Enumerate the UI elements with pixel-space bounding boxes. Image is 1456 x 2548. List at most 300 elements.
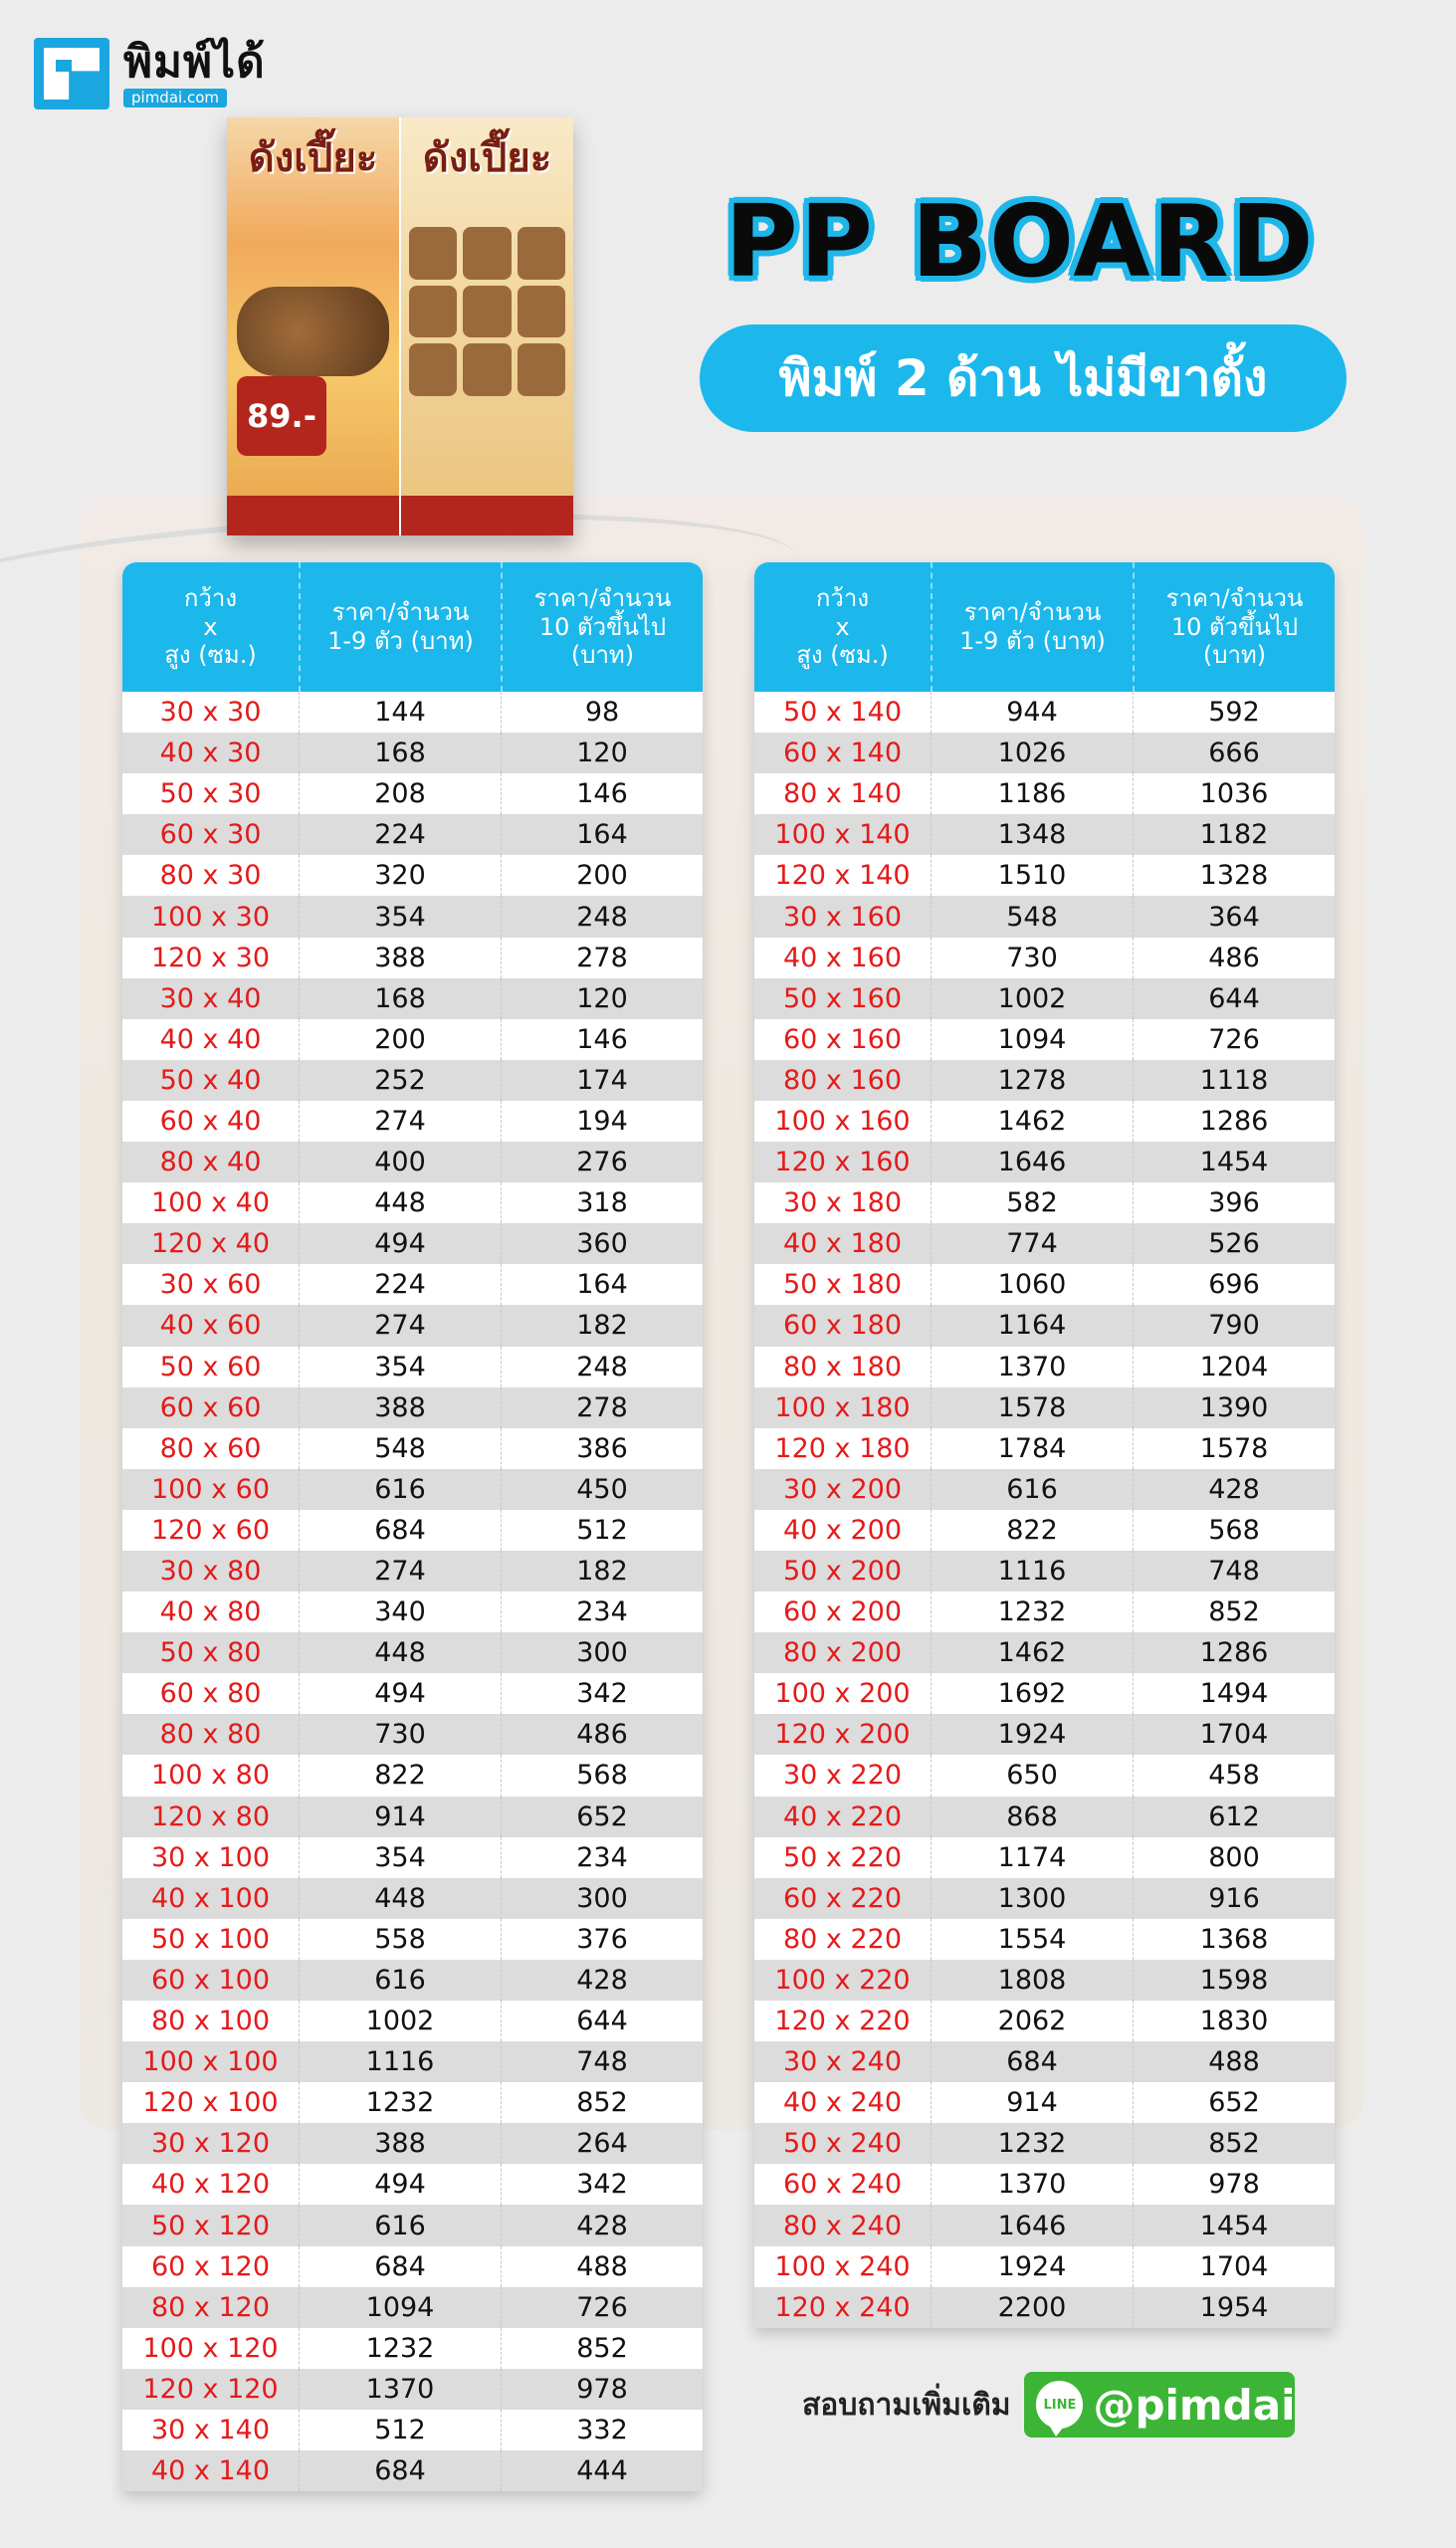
size-cell: 30 x 140 [150, 2414, 271, 2445]
price-10-cell: 1954 [1133, 2287, 1335, 2328]
price-1-9-cell: 730 [299, 1714, 501, 1755]
price-10-cell: 852 [1133, 1592, 1335, 1632]
price-1-9-cell: 1370 [931, 1347, 1133, 1387]
price-1-9-cell: 168 [299, 733, 501, 773]
size-cell: 100 x 40 [150, 1187, 271, 1219]
price-10-cell: 428 [501, 2205, 703, 2245]
poster-right [399, 117, 573, 535]
size-cell: 30 x 60 [159, 1269, 262, 1301]
table-row [122, 692, 703, 733]
price-table-right [754, 562, 1335, 2328]
size-cell: 60 x 40 [159, 1105, 262, 1137]
table-row [122, 1428, 703, 1469]
size-cell: 80 x 240 [782, 2210, 903, 2241]
size-cell: 30 x 30 [159, 697, 262, 729]
size-cell: 120 x 220 [774, 2006, 911, 2037]
price-10-cell: 1286 [1133, 1101, 1335, 1142]
table-row [122, 855, 703, 896]
table-row [754, 1714, 1335, 1755]
size-cell: 30 x 100 [150, 1841, 271, 1873]
size-cell: 30 x 220 [782, 1760, 903, 1792]
size-cell: 100 x 120 [142, 2332, 279, 2364]
table-row [122, 938, 703, 978]
price-10-cell: 146 [501, 773, 703, 814]
price-1-9-cell: 822 [931, 1510, 1133, 1551]
price-1-9-cell: 774 [931, 1223, 1133, 1264]
size-cell: 40 x 200 [782, 1514, 903, 1546]
price-1-9-cell: 1094 [931, 1019, 1133, 1060]
size-cell: 100 x 60 [150, 1473, 271, 1505]
table-row [122, 2246, 703, 2287]
price-10-cell: 748 [1133, 1551, 1335, 1592]
price-1-9-cell: 354 [299, 1347, 501, 1387]
price-10-cell: 200 [501, 855, 703, 896]
poster-price-badge: 89.- [237, 376, 326, 456]
brand-url: pimdai.com [123, 89, 227, 107]
table-row [122, 2205, 703, 2245]
price-1-9-cell: 914 [931, 2082, 1133, 2123]
price-1-9-cell: 224 [299, 814, 501, 855]
table-row [754, 773, 1335, 814]
brand-logo[interactable] [34, 38, 266, 109]
price-10-cell: 800 [1133, 1837, 1335, 1878]
table-row [122, 2041, 703, 2082]
size-cell: 100 x 220 [774, 1964, 911, 1996]
size-cell: 60 x 220 [782, 1882, 903, 1914]
table-row [754, 2205, 1335, 2245]
table-row [122, 1592, 703, 1632]
poster-left [227, 117, 399, 535]
poster-band [401, 496, 573, 535]
price-10-cell: 174 [501, 1060, 703, 1101]
price-1-9-cell: 548 [931, 896, 1133, 937]
price-10-cell: 396 [1133, 1182, 1335, 1223]
price-table-left [122, 562, 703, 2491]
size-cell: 30 x 80 [159, 1556, 262, 1588]
price-1-9-cell: 1186 [931, 773, 1133, 814]
price-1-9-cell: 616 [299, 2205, 501, 2245]
price-1-9-cell: 684 [299, 2246, 501, 2287]
price-1-9-cell: 168 [299, 978, 501, 1019]
price-1-9-cell: 400 [299, 1142, 501, 1182]
size-cell: 50 x 80 [159, 1637, 262, 1669]
table-row [122, 1960, 703, 2001]
price-1-9-cell: 1554 [931, 1919, 1133, 1960]
size-cell: 40 x 30 [159, 738, 262, 769]
price-10-cell: 644 [1133, 978, 1335, 1019]
price-1-9-cell: 274 [299, 1551, 501, 1592]
table-row [754, 2001, 1335, 2041]
price-10-cell: 450 [501, 1469, 703, 1510]
table-row [754, 1632, 1335, 1673]
price-1-9-cell: 1808 [931, 1960, 1133, 2001]
header-price-10: ราคา/จำนวน 10 ตัวขึ้นไป (บาท) [1133, 562, 1335, 692]
size-cell: 50 x 100 [150, 1923, 271, 1955]
table-body [122, 692, 703, 2491]
line-contact-button[interactable] [1024, 2372, 1295, 2438]
price-1-9-cell: 1174 [931, 1837, 1133, 1878]
price-10-cell: 318 [501, 1182, 703, 1223]
price-10-cell: 852 [501, 2328, 703, 2369]
size-cell: 80 x 140 [782, 778, 903, 810]
price-1-9-cell: 868 [931, 1797, 1133, 1837]
price-10-cell: 164 [501, 1264, 703, 1305]
price-10-cell: 300 [501, 1878, 703, 1919]
size-cell: 50 x 220 [782, 1841, 903, 1873]
contact-section [802, 2372, 1295, 2438]
price-1-9-cell: 1692 [931, 1673, 1133, 1714]
price-10-cell: 526 [1133, 1223, 1335, 1264]
size-cell: 50 x 180 [782, 1269, 903, 1301]
price-1-9-cell: 274 [299, 1101, 501, 1142]
table-row [754, 692, 1335, 733]
table-row [122, 1223, 703, 1264]
price-1-9-cell: 252 [299, 1060, 501, 1101]
price-1-9-cell: 2200 [931, 2287, 1133, 2328]
price-1-9-cell: 144 [299, 692, 501, 733]
table-row [754, 1223, 1335, 1264]
size-cell: 120 x 40 [150, 1228, 271, 1260]
price-10-cell: 1830 [1133, 2001, 1335, 2041]
table-row [754, 1919, 1335, 1960]
size-cell: 60 x 30 [159, 819, 262, 851]
table-row [754, 1673, 1335, 1714]
price-1-9-cell: 494 [299, 2164, 501, 2205]
price-1-9-cell: 1116 [931, 1551, 1133, 1592]
table-row [754, 2041, 1335, 2082]
size-cell: 50 x 200 [782, 1556, 903, 1588]
contact-label: สอบถามเพิ่มเติม [802, 2387, 1011, 2423]
price-10-cell: 428 [1133, 1469, 1335, 1510]
price-10-cell: 458 [1133, 1755, 1335, 1796]
price-10-cell: 1368 [1133, 1919, 1335, 1960]
size-cell: 100 x 80 [150, 1760, 271, 1792]
price-10-cell: 376 [501, 1919, 703, 1960]
price-10-cell: 146 [501, 1019, 703, 1060]
table-row [754, 1551, 1335, 1592]
price-1-9-cell: 2062 [931, 2001, 1133, 2041]
size-cell: 40 x 140 [150, 2455, 271, 2487]
table-row [122, 1551, 703, 1592]
price-10-cell: 120 [501, 978, 703, 1019]
price-1-9-cell: 448 [299, 1182, 501, 1223]
price-10-cell: 386 [501, 1428, 703, 1469]
size-cell: 60 x 80 [159, 1678, 262, 1710]
brand-name: พิมพ์ได้ [123, 36, 266, 88]
table-row [754, 855, 1335, 896]
price-10-cell: 364 [1133, 896, 1335, 937]
size-cell: 120 x 240 [774, 2291, 911, 2323]
table-row [754, 1797, 1335, 1837]
price-1-9-cell: 1232 [299, 2082, 501, 2123]
size-cell: 100 x 100 [142, 2046, 279, 2078]
table-row [122, 1673, 703, 1714]
price-1-9-cell: 1116 [299, 2041, 501, 2082]
table-row [122, 896, 703, 937]
size-cell: 80 x 60 [159, 1432, 262, 1464]
price-10-cell: 1328 [1133, 855, 1335, 896]
line-handle: @pimdai [1093, 2380, 1296, 2430]
price-10-cell: 488 [501, 2246, 703, 2287]
size-cell: 30 x 180 [782, 1187, 903, 1219]
poster-right-title: ดังเปี๊ยะ [422, 135, 552, 181]
price-10-cell: 488 [1133, 2041, 1335, 2082]
price-1-9-cell: 274 [299, 1305, 501, 1346]
table-row [122, 2287, 703, 2328]
size-cell: 40 x 160 [782, 942, 903, 973]
price-1-9-cell: 1348 [931, 814, 1133, 855]
table-row [754, 2082, 1335, 2123]
price-1-9-cell: 1002 [299, 2001, 501, 2041]
table-row [754, 1510, 1335, 1551]
header-price-10: ราคา/จำนวน 10 ตัวขึ้นไป (บาท) [501, 562, 703, 692]
price-1-9-cell: 1094 [299, 2287, 501, 2328]
table-row [754, 2287, 1335, 2328]
poster-mockup-image [227, 117, 573, 535]
table-row [754, 1960, 1335, 2001]
table-row [122, 1878, 703, 1919]
table-row [122, 2082, 703, 2123]
table-row [122, 1755, 703, 1796]
table-row [122, 1101, 703, 1142]
table-row [122, 978, 703, 1019]
price-10-cell: 278 [501, 1387, 703, 1428]
table-row [122, 1469, 703, 1510]
price-10-cell: 790 [1133, 1305, 1335, 1346]
size-cell: 120 x 140 [774, 860, 911, 892]
price-10-cell: 666 [1133, 733, 1335, 773]
table-row [754, 1142, 1335, 1182]
price-1-9-cell: 1300 [931, 1878, 1133, 1919]
size-cell: 100 x 200 [774, 1678, 911, 1710]
size-cell: 100 x 30 [150, 901, 271, 933]
table-row [122, 1797, 703, 1837]
table-row [754, 938, 1335, 978]
table-row [754, 1878, 1335, 1919]
price-1-9-cell: 684 [931, 2041, 1133, 2082]
price-1-9-cell: 582 [931, 1182, 1133, 1223]
size-cell: 60 x 120 [150, 2250, 271, 2282]
price-10-cell: 592 [1133, 692, 1335, 733]
size-cell: 30 x 240 [782, 2046, 903, 2078]
size-cell: 80 x 160 [782, 1064, 903, 1096]
price-10-cell: 1704 [1133, 1714, 1335, 1755]
price-10-cell: 264 [501, 2123, 703, 2164]
price-10-cell: 568 [1133, 1510, 1335, 1551]
size-cell: 80 x 180 [782, 1351, 903, 1382]
price-10-cell: 234 [501, 1592, 703, 1632]
price-1-9-cell: 616 [299, 1469, 501, 1510]
table-row [754, 1182, 1335, 1223]
table-row [122, 1632, 703, 1673]
size-cell: 30 x 160 [782, 901, 903, 933]
poster-menu-grid [409, 227, 565, 396]
page-subtitle: พิมพ์ 2 ด้าน ไม่มีขาตั้ง [700, 324, 1347, 432]
size-cell: 120 x 160 [774, 1147, 911, 1178]
price-10-cell: 1182 [1133, 814, 1335, 855]
price-10-cell: 120 [501, 733, 703, 773]
price-1-9-cell: 1646 [931, 2205, 1133, 2245]
price-10-cell: 1454 [1133, 1142, 1335, 1182]
size-cell: 60 x 140 [782, 738, 903, 769]
size-cell: 120 x 120 [142, 2373, 279, 2405]
price-10-cell: 182 [501, 1551, 703, 1592]
price-1-9-cell: 1164 [931, 1305, 1133, 1346]
table-header [122, 562, 703, 692]
line-icon: LINE [1036, 2381, 1083, 2429]
price-10-cell: 1204 [1133, 1347, 1335, 1387]
table-row [754, 733, 1335, 773]
price-1-9-cell: 1784 [931, 1428, 1133, 1469]
header-size: กว้าง x สูง (ซม.) [796, 583, 889, 670]
table-row [122, 1714, 703, 1755]
header-price-1-9: ราคา/จำนวน 1-9 ตัว (บาท) [299, 562, 501, 692]
price-10-cell: 644 [501, 2001, 703, 2041]
price-10-cell: 748 [501, 2041, 703, 2082]
table-row [122, 1305, 703, 1346]
table-row [122, 1060, 703, 1101]
price-10-cell: 360 [501, 1223, 703, 1264]
price-1-9-cell: 1060 [931, 1264, 1133, 1305]
table-row [122, 2001, 703, 2041]
price-10-cell: 194 [501, 1101, 703, 1142]
table-row [122, 1347, 703, 1387]
size-cell: 80 x 120 [150, 2291, 271, 2323]
price-1-9-cell: 684 [299, 1510, 501, 1551]
price-10-cell: 300 [501, 1632, 703, 1673]
price-10-cell: 1578 [1133, 1428, 1335, 1469]
table-row [122, 1510, 703, 1551]
table-row [754, 1592, 1335, 1632]
price-10-cell: 428 [501, 1960, 703, 2001]
price-10-cell: 726 [1133, 1019, 1335, 1060]
table-row [122, 2328, 703, 2369]
size-cell: 60 x 60 [159, 1391, 262, 1423]
price-1-9-cell: 1462 [931, 1101, 1133, 1142]
price-1-9-cell: 448 [299, 1878, 501, 1919]
price-1-9-cell: 730 [931, 938, 1133, 978]
price-1-9-cell: 944 [931, 692, 1133, 733]
price-10-cell: 652 [501, 1797, 703, 1837]
price-10-cell: 182 [501, 1305, 703, 1346]
price-1-9-cell: 914 [299, 1797, 501, 1837]
price-1-9-cell: 1510 [931, 855, 1133, 896]
size-cell: 40 x 220 [782, 1801, 903, 1832]
price-1-9-cell: 388 [299, 1387, 501, 1428]
table-row [754, 1060, 1335, 1101]
header-size: กว้าง x สูง (ซม.) [164, 583, 257, 670]
table-row [754, 1469, 1335, 1510]
price-1-9-cell: 616 [931, 1469, 1133, 1510]
price-10-cell: 248 [501, 1347, 703, 1387]
table-row [754, 1347, 1335, 1387]
price-1-9-cell: 388 [299, 938, 501, 978]
size-cell: 40 x 40 [159, 1023, 262, 1055]
price-1-9-cell: 200 [299, 1019, 501, 1060]
price-10-cell: 852 [501, 2082, 703, 2123]
size-cell: 80 x 100 [150, 2006, 271, 2037]
size-cell: 60 x 160 [782, 1023, 903, 1055]
table-row [754, 1837, 1335, 1878]
price-10-cell: 568 [501, 1755, 703, 1796]
price-1-9-cell: 1924 [931, 2246, 1133, 2287]
size-cell: 80 x 80 [159, 1719, 262, 1751]
size-cell: 120 x 30 [150, 942, 271, 973]
table-row [754, 814, 1335, 855]
table-row [122, 2123, 703, 2164]
size-cell: 100 x 140 [774, 819, 911, 851]
price-10-cell: 1704 [1133, 2246, 1335, 2287]
size-cell: 50 x 160 [782, 982, 903, 1014]
size-cell: 30 x 200 [782, 1473, 903, 1505]
size-cell: 50 x 120 [150, 2210, 271, 2241]
price-1-9-cell: 684 [299, 2450, 501, 2491]
price-10-cell: 652 [1133, 2082, 1335, 2123]
table-row [754, 896, 1335, 937]
table-row [754, 978, 1335, 1019]
size-cell: 100 x 180 [774, 1391, 911, 1423]
size-cell: 60 x 240 [782, 2169, 903, 2201]
size-cell: 40 x 100 [150, 1882, 271, 1914]
price-10-cell: 1036 [1133, 773, 1335, 814]
size-cell: 50 x 240 [782, 2128, 903, 2160]
table-header [754, 562, 1335, 692]
table-row [122, 2450, 703, 2491]
price-1-9-cell: 512 [299, 2410, 501, 2450]
price-1-9-cell: 224 [299, 1264, 501, 1305]
size-cell: 120 x 200 [774, 1719, 911, 1751]
price-10-cell: 916 [1133, 1878, 1335, 1919]
price-1-9-cell: 494 [299, 1223, 501, 1264]
price-1-9-cell: 354 [299, 1837, 501, 1878]
price-1-9-cell: 1370 [931, 2164, 1133, 2205]
price-10-cell: 234 [501, 1837, 703, 1878]
table-row [754, 1101, 1335, 1142]
size-cell: 100 x 240 [774, 2250, 911, 2282]
table-row [754, 1264, 1335, 1305]
price-1-9-cell: 1578 [931, 1387, 1133, 1428]
table-row [754, 2164, 1335, 2205]
page-title: PP BOARD [725, 183, 1316, 300]
poster-food-image [237, 287, 389, 376]
logo-icon [34, 38, 109, 109]
table-row [122, 773, 703, 814]
table-row [754, 2123, 1335, 2164]
table-row [122, 2164, 703, 2205]
table-body [754, 692, 1335, 2328]
table-row [122, 1387, 703, 1428]
price-1-9-cell: 354 [299, 896, 501, 937]
price-10-cell: 1454 [1133, 2205, 1335, 2245]
size-cell: 80 x 220 [782, 1923, 903, 1955]
table-row [122, 1837, 703, 1878]
price-10-cell: 444 [501, 2450, 703, 2491]
price-10-cell: 696 [1133, 1264, 1335, 1305]
price-1-9-cell: 616 [299, 1960, 501, 2001]
table-row [122, 1919, 703, 1960]
table-row [754, 2246, 1335, 2287]
size-cell: 120 x 180 [774, 1432, 911, 1464]
price-10-cell: 1118 [1133, 1060, 1335, 1101]
size-cell: 60 x 180 [782, 1310, 903, 1342]
size-cell: 120 x 80 [150, 1801, 271, 1832]
table-row [754, 1305, 1335, 1346]
price-1-9-cell: 1232 [299, 2328, 501, 2369]
table-row [122, 1019, 703, 1060]
price-1-9-cell: 208 [299, 773, 501, 814]
price-10-cell: 978 [1133, 2164, 1335, 2205]
size-cell: 40 x 180 [782, 1228, 903, 1260]
